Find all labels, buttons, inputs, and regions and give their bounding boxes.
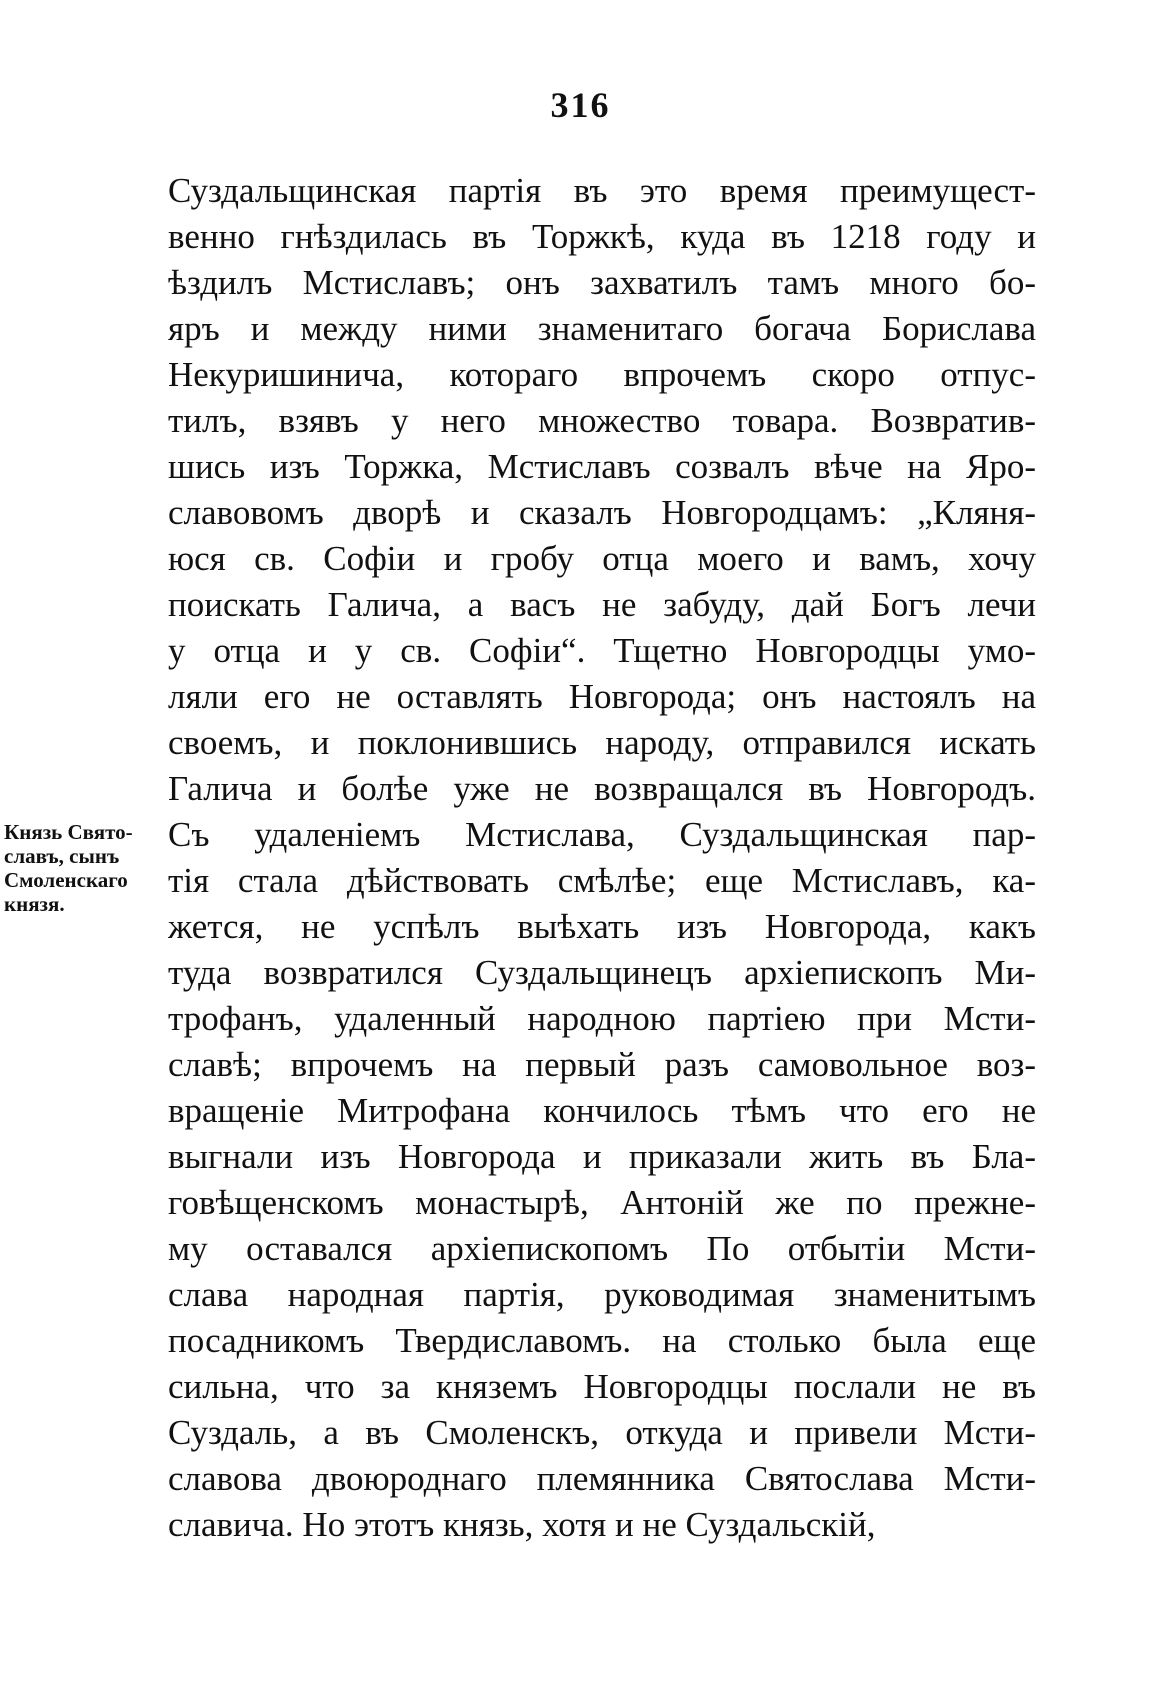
text-line: ляли его не оставлять Новгорода; онъ настоялъ на xyxy=(168,677,1036,716)
text-line: му оставался архіепископомъ По отбытіи Мсти- xyxy=(168,1229,1036,1268)
text-line: трофанъ, удаленный народною партіею при Мсти- xyxy=(168,999,1036,1038)
margin-note-line: князя. xyxy=(4,892,65,916)
text-line: юся св. Софіи и гробу отца моего и вамъ, хочу xyxy=(168,539,1036,578)
text-line: ѣздилъ Мстиславъ; онъ захватилъ тамъ много бо- xyxy=(168,263,1036,302)
text-line: поискать Галича, а васъ не забуду, дай Богъ лечи xyxy=(168,585,1036,624)
text-line: выгнали изъ Новгорода и приказали жить въ Бла- xyxy=(168,1137,1036,1176)
text-line: говѣщенскомъ монастырѣ, Антоній же по прежне- xyxy=(168,1183,1036,1222)
text-line: Галича и болѣе уже не возвращался въ Новгородъ. xyxy=(168,769,1036,808)
text-line: у отца и у св. Софіи“. Тщетно Новгородцы умо- xyxy=(168,631,1036,670)
text-line: тія стала дѣйствовать смѣлѣе; еще Мстиславъ, ка- xyxy=(168,861,1036,900)
page-number: 316 xyxy=(550,85,611,125)
text-line: венно гнѣздилась въ Торжкѣ, куда въ 1218 году и xyxy=(168,217,1036,256)
text-line: славовомъ дворѣ и сказалъ Новгородцамъ: „Кляня- xyxy=(168,493,1036,532)
text-line: Суздальщинская партія въ это время преимущест- xyxy=(168,171,1036,210)
margin-note xyxy=(4,820,164,916)
text-line: шись изъ Торжка, Мстиславъ созвалъ вѣче на Яро- xyxy=(168,447,1036,486)
text-line: тилъ, взявъ у него множество товара. Возвратив- xyxy=(168,401,1036,440)
text-line: вращеніе Митрофана кончилось тѣмъ что его не xyxy=(168,1091,1036,1130)
margin-note-line: славъ, сынъ xyxy=(4,844,120,868)
text-line: славѣ; впрочемъ на первый разъ самовольное воз- xyxy=(168,1045,1036,1084)
text-line: Съ удаленіемъ Мстислава, Суздальщинская пар- xyxy=(168,815,1036,854)
text-line: Суздаль, а въ Смоленскъ, откуда и привели Мсти- xyxy=(168,1413,1036,1452)
text-line: посадникомъ Твердиславомъ. на столько была еще xyxy=(168,1321,1036,1360)
text-line: сильна, что за княземъ Новгородцы послали не въ xyxy=(168,1367,1036,1406)
text-line: славича. Но этотъ князь, хотя и не Суздальскій, xyxy=(168,1505,876,1544)
margin-note-line: Князь Свято- xyxy=(4,820,133,844)
body-text xyxy=(168,168,1036,1548)
text-line: Некуришинича, котораго впрочемъ скоро отпус- xyxy=(168,355,1036,394)
text-line: славова двоюроднаго племянника Святослава Мсти- xyxy=(168,1459,1036,1498)
text-line: жется, не успѣлъ выѣхать изъ Новгорода, какъ xyxy=(168,907,1036,946)
text-line: яръ и между ними знаменитаго богача Борислава xyxy=(168,309,1036,348)
margin-note-line: Смоленскаго xyxy=(4,868,128,892)
text-line: слава народная партія, руководимая знаменитымъ xyxy=(168,1275,1036,1314)
text-line: своемъ, и поклонившись народу, отправился искать xyxy=(168,723,1036,762)
text-line: туда возвратился Суздальщинецъ архіепископъ Ми- xyxy=(168,953,1036,992)
